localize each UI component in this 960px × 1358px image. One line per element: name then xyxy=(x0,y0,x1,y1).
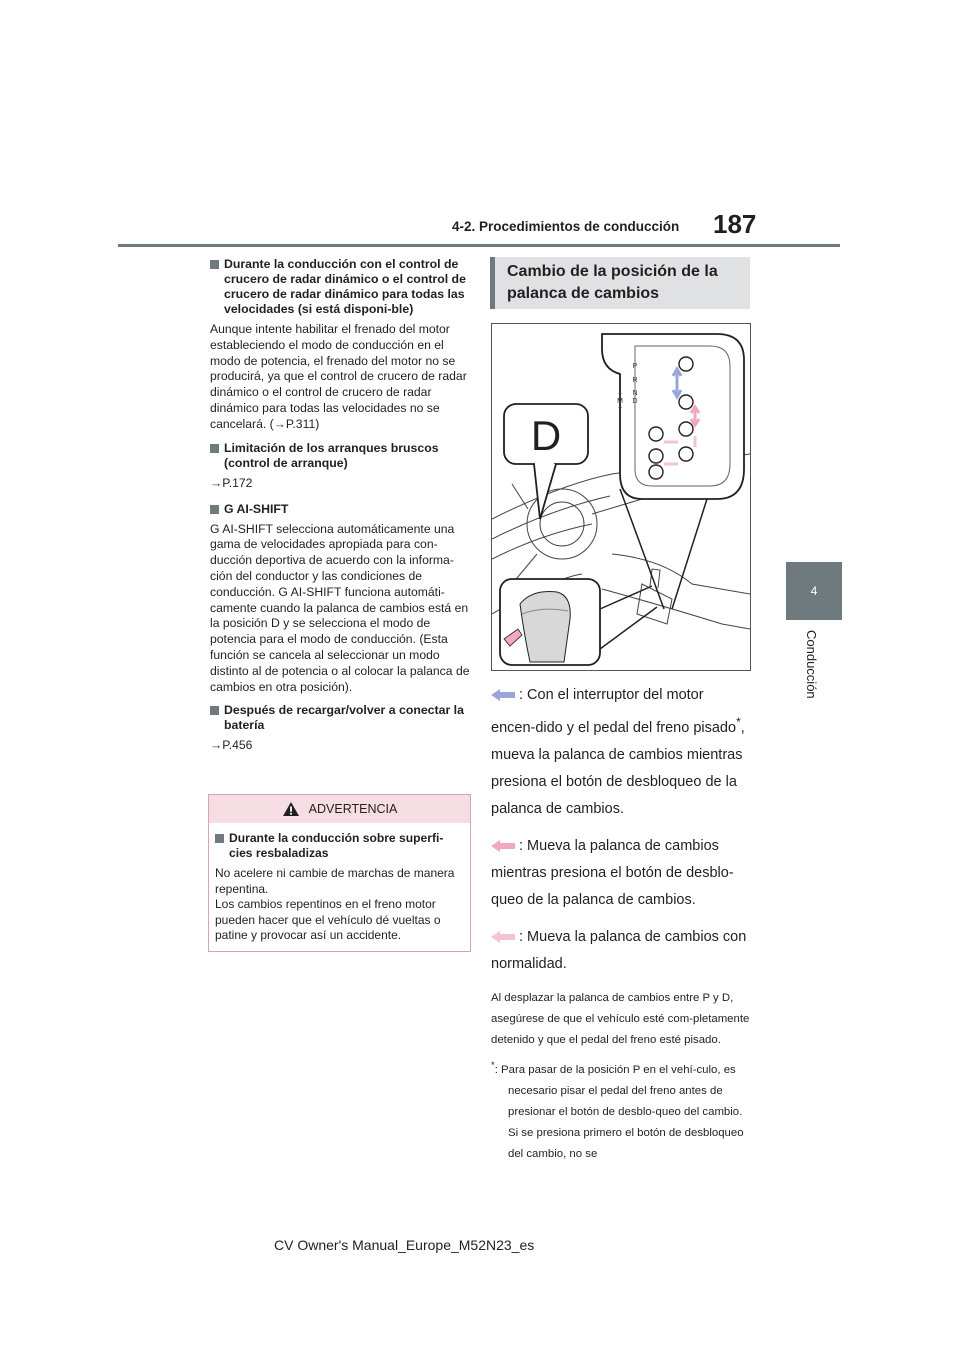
arrow-pink-icon xyxy=(491,840,515,852)
shift-lever-illustration xyxy=(492,324,750,670)
warning-text-2: Los cambios repentinos en el freno motor pueden hacer que el vehículo dé vueltas o patine y provocar así un accidente. xyxy=(215,897,441,942)
legend-1-tail: , mueva la palanca de cambios mientras presiona el botón de desbloqueo de la palanca de cambios. xyxy=(491,719,745,817)
shift-lever-figure xyxy=(491,323,751,671)
header-rule xyxy=(118,244,840,247)
subheading-cruise: Durante la conducción con el control de crucero de radar dinámico o el control de crucero de radar dinámico para todas las velocidades (si está disponi-ble) xyxy=(210,257,472,317)
legend-1-asterisk: * xyxy=(736,715,741,729)
gate-label-p: P xyxy=(632,363,638,370)
section-heading: 4-2. Procedimientos de conducción xyxy=(452,219,680,234)
right-column xyxy=(491,682,751,1165)
section-title: Cambio de la posición de la palanca de cambios xyxy=(490,257,750,309)
warning-header xyxy=(209,795,470,823)
page-number: 187 xyxy=(713,209,757,239)
chapter-label: Conducción xyxy=(804,630,819,699)
legend-arrow-1 xyxy=(491,682,751,823)
warning-heading: ADVERTENCIA xyxy=(308,802,398,816)
gate-label-d: D xyxy=(632,398,638,405)
paragraph-ai-shift: G AI-SHIFT selecciona automáticamente una gama de velocidades apropiada para con-ducción deportiva de acuerdo con la informa-ción del conductor y las condiciones de conducción. G AI-SHIFT funciona automáti-camente cuando la palanca de cambios está en la posición D y se selecciona el modo de potencia para el modo de conducción. (Esta función se cancela al seleccionar un modo distinto al de potencia o al colocar la palanca de cambios en otra posición). xyxy=(210,521,470,694)
legend-2-text: : Mueva la palanca de cambios mientras presiona el botón de desblo-queo de la palanca de cambios. xyxy=(491,837,734,908)
footnote xyxy=(491,1055,751,1165)
warning-box xyxy=(208,794,471,952)
note-paragraph: Al desplazar la palanca de cambios entre P y D, asegúrese de que el vehículo esté com-pletamente detenido y que el pedal del freno esté pisado. xyxy=(491,991,750,1046)
gate-label-n: N xyxy=(632,390,638,397)
gate-label-plus: + xyxy=(617,391,623,398)
gate-label-m: M xyxy=(617,398,623,405)
footnote-text: : Para pasar de la posición P en el vehí-culo, es necesario pisar el pedal del freno antes de presionar el botón de desblo-queo del cambio. Si se presiona primero el botón de desbloqueo del cambio, no se xyxy=(494,1063,744,1160)
big-letter-d: D xyxy=(530,412,562,459)
footnote-asterisk: * xyxy=(491,1059,495,1071)
warning-text-1: No acelere ni cambie de marchas de manera repentina. xyxy=(215,866,455,896)
legend-arrow-3 xyxy=(491,924,751,978)
legend-arrow-2 xyxy=(491,833,751,914)
legend-3-text: : Mueva la palanca de cambios con normalidad. xyxy=(491,928,747,972)
chapter-number: 4 xyxy=(810,584,818,598)
paragraph-cruise: Aunque intente habilitar el frenado del motor estableciendo el modo de conducción en el modo de potencia, el frenado del motor no se producirá, ya que el control de crucero de radar dinámico o el control de crucero de radar dinámico para todas las velocidades no se cancelará. (→P.311) xyxy=(210,322,467,431)
left-column xyxy=(210,257,472,764)
warning-title: Durante la conducción sobre superfi-cies resbaladizas xyxy=(215,831,464,861)
subheading-launch: Limitación de los arranques bruscos (control de arranque) xyxy=(210,441,472,471)
warning-icon xyxy=(282,801,300,817)
subheading-battery: Después de recargar/volver a conectar la batería xyxy=(210,703,472,733)
chapter-tab[interactable] xyxy=(786,562,842,620)
ref-battery[interactable]: →P.456 xyxy=(210,738,253,753)
subheading-ai-shift: G AI-SHIFT xyxy=(210,502,472,517)
arrow-blue-icon xyxy=(491,689,515,701)
ref-launch[interactable]: →P.172 xyxy=(210,475,253,490)
legend-1-text: : Con el interruptor del motor encen-dido y el pedal del freno pisado xyxy=(491,687,737,736)
arrow-light-pink-icon xyxy=(491,931,515,943)
manual-footer: CV Owner's Manual_Europe_M52N23_es xyxy=(274,1237,535,1253)
gate-label-minus: − xyxy=(617,405,623,412)
gate-label-r: R xyxy=(632,377,638,384)
